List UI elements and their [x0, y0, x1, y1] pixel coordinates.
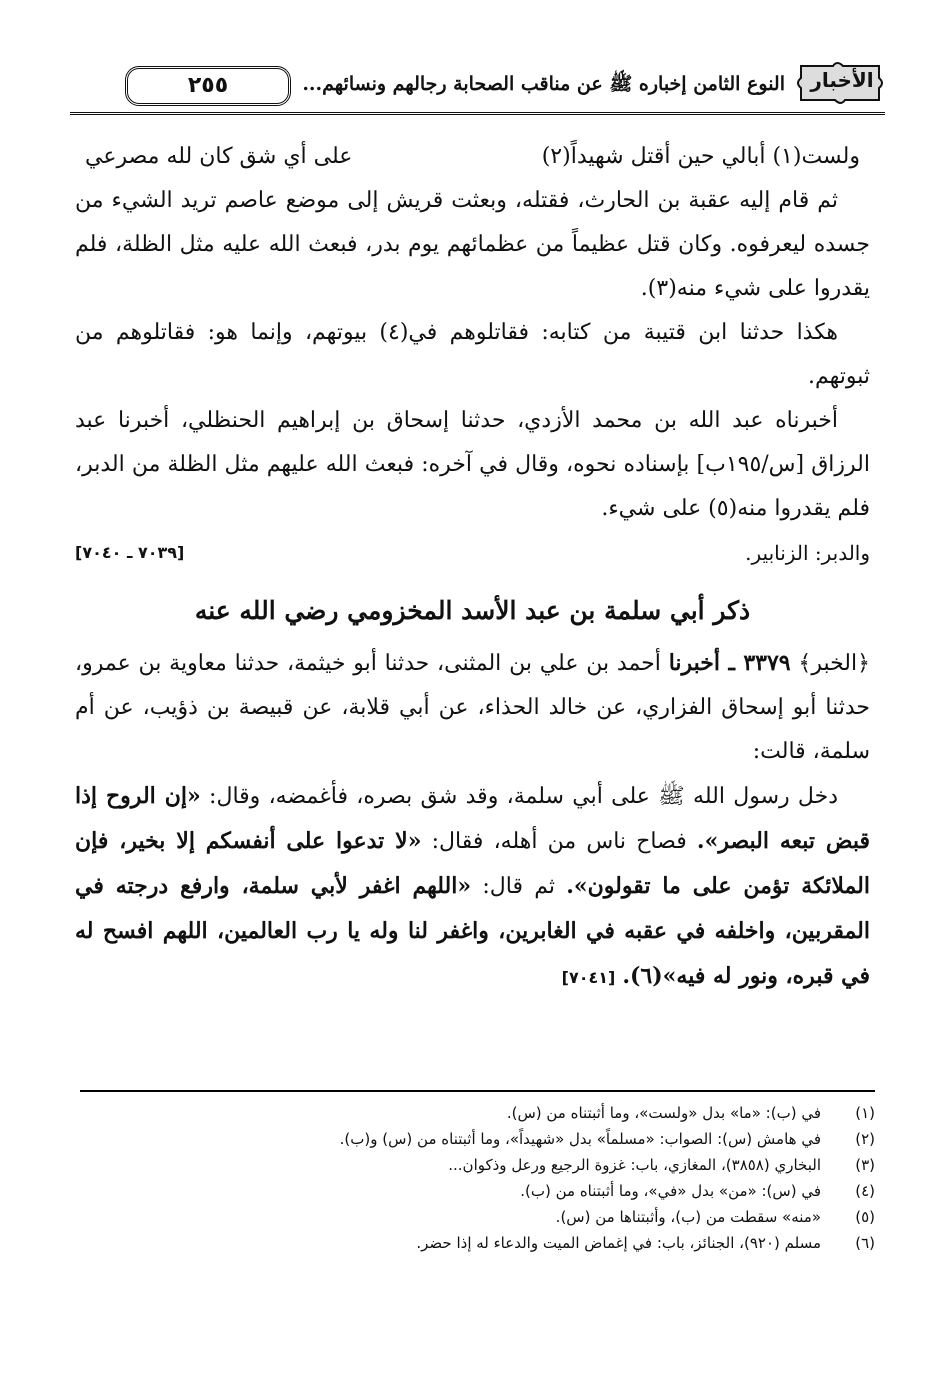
- footnote-text: في (س): «من» بدل «في»، وما أثبتناه من (ب).: [520, 1182, 821, 1200]
- hadith-matn: [75, 774, 870, 1000]
- section-title: ذكر أبي سلمة بن عبد الأسد المخزومي رضي الله عنه: [194, 596, 751, 625]
- prophetic-quote-3: «اللهم اغفر لأبي سلمة، وارفع درجته في المقربين، واخلفه في عقبه في الغابرين، واغفر لنا وله يا رب العالمين، اللهم افسح له في قبره، ونور له فيه»(٦).: [75, 873, 870, 989]
- footnote-text: البخاري (٣٨٥٨)، المغازي، باب: غزوة الرجيع ورعل وذكوان...: [448, 1156, 821, 1174]
- main-text: [75, 135, 870, 1000]
- footnote: [80, 1204, 875, 1230]
- footnote-number: (٣): [855, 1156, 875, 1174]
- page-number: ٢٥٥: [125, 66, 291, 106]
- verse-second-hemistich: على أي شق كان لله مصرعي: [85, 144, 353, 169]
- matn-intro: دخل رسول الله ﷺ على أبي سلمة، وقد شق بصره، فأغمضه، وقال:: [209, 784, 838, 809]
- section-badge-label: الأخبار: [810, 68, 874, 92]
- footnote-number: (٦): [855, 1234, 875, 1252]
- footnotes: [80, 1100, 875, 1256]
- footnote: [80, 1178, 875, 1204]
- footnote-text: في هامش (س): الصواب: «مسلماً» بدل «شهيداً»، وما أثبتناه من (س) و(ب).: [339, 1130, 821, 1148]
- hadith-marker: ﴿الخبر﴾: [798, 651, 870, 676]
- verse-first-hemistich: ولست(١) أبالي حين أقتل شهيداً(٢): [541, 144, 860, 169]
- hadith-reference-2: [٧٠٤١]: [561, 968, 616, 987]
- matn-mid-2: ثم قال:: [482, 874, 555, 899]
- running-head: النوع الثامن إخباره ﷺ عن مناقب الصحابة رجالهم ونسائهم...: [302, 73, 785, 95]
- prophetic-quote-1: «إن الروح إذا قبض تبعه البصر».: [75, 783, 870, 854]
- prophetic-quote-2: «لا تدعوا على أنفسكم إلا بخير، فإن الملائكة تؤمن على ما تقولون».: [75, 828, 870, 899]
- isnad-text: أحمد بن علي بن المثنى، حدثنا أبو خيثمة، حدثنا معاوية بن عمرو، حدثنا أبو إسحاق الفزاري، عن خالد الحذاء، عن أبي قلابة، عن قبيصة بن ذؤيب، عن أم سلمة، قالت:: [75, 651, 870, 764]
- footnote-text: «منه» سقطت من (ب)، وأثبتناها من (س).: [555, 1208, 821, 1226]
- hadith-reference: [٧٠٣٩ ـ ٧٠٤٠]: [75, 543, 185, 562]
- footnote: [80, 1230, 875, 1256]
- footnote: [80, 1126, 875, 1152]
- footnote-text: في (ب): «ما» بدل «ولست»، وما أثبتناه من (س).: [506, 1104, 821, 1122]
- footnote: [80, 1152, 875, 1178]
- paragraph-3: أخبرناه عبد الله بن محمد الأزدي، حدثنا إسحاق بن إبراهيم الحنظلي، أخبرنا عبد الرزاق [س/١٩٥ب] بإسناده نحوه، وقال في آخره: فبعث الله عليهم مثل الظلة من الدبر، فلم يقدروا منه(٥) على شيء.: [75, 408, 870, 521]
- reference-line: [75, 531, 870, 575]
- page-header: [70, 60, 885, 120]
- glossary-note: والدبر: الزنابير.: [745, 541, 870, 565]
- footnote-number: (١): [855, 1104, 875, 1122]
- poem-verse: [75, 135, 870, 179]
- footnote-number: (٥): [855, 1208, 875, 1226]
- hadith-number: ٣٣٧٩ ـ أخبرنا: [668, 650, 791, 676]
- paragraph-1: ثم قام إليه عقبة بن الحارث، فقتله، وبعثت قريش إلى موضع عاصم تريد الشيء من جسده ليعرفوه. وكان قتل عظيماً من عظمائهم يوم بدر، فبعث الله عليه مثل الظلة، فلم يقدروا على شيء منه(٣).: [75, 188, 870, 301]
- paragraph-2: هكذا حدثنا ابن قتيبة من كتابه: فقاتلوهم في(٤) بيوتهم، وإنما هو: فقاتلوهم من ثبوتهم.: [75, 320, 870, 389]
- header-rule: [70, 112, 885, 115]
- matn-mid: فصاح ناس من أهله، فقال:: [431, 829, 687, 854]
- footnote-text: مسلم (٩٢٠)، الجنائز، باب: في إغماض الميت والدعاء له إذا حضر.: [416, 1234, 821, 1252]
- hadith-isnad: [75, 641, 870, 774]
- footnote: [80, 1100, 875, 1126]
- footnote-number: (٤): [855, 1182, 875, 1200]
- footnote-number: (٢): [855, 1130, 875, 1148]
- footnote-rule: [80, 1090, 875, 1092]
